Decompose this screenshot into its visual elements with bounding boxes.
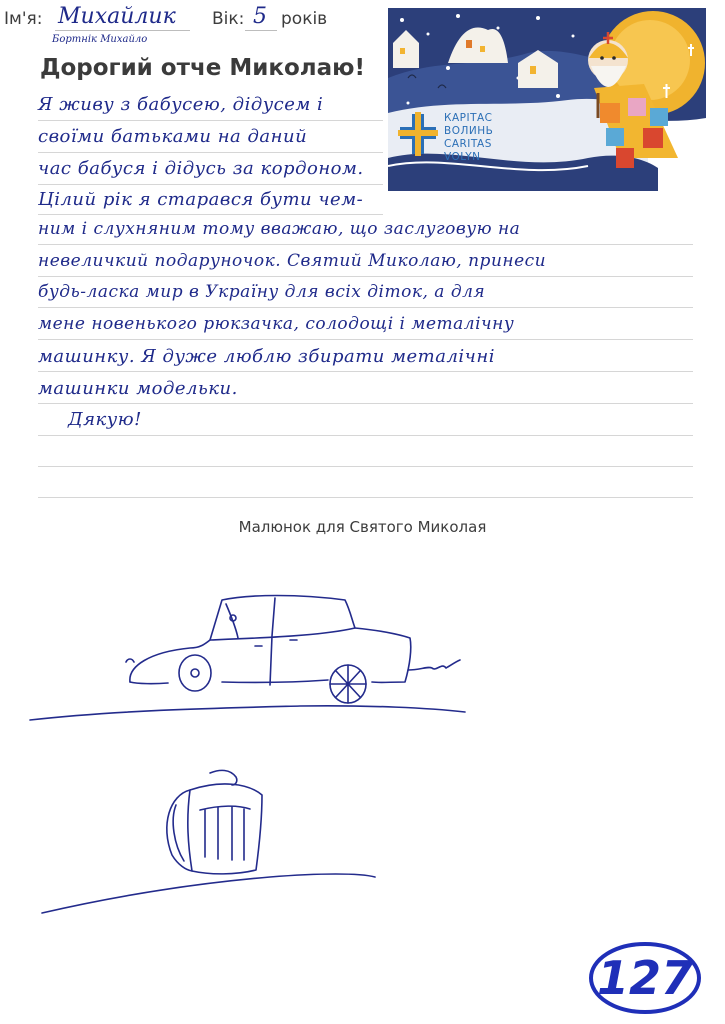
letter-line: невеличкий подаруночок. Святий Миколаю, принеси: [38, 251, 547, 271]
ruled-line: [38, 497, 693, 498]
ruled-line: [38, 214, 383, 215]
full-name: Бортнік Михайло: [52, 34, 148, 45]
ruled-line: [38, 244, 693, 245]
age-unit: років: [281, 9, 328, 29]
ruled-line: [38, 184, 383, 185]
saint-nicholas-illustration: [388, 8, 706, 191]
logo-line-4: VOLYN: [444, 151, 481, 163]
ground-line: [30, 706, 465, 720]
ruled-line: [38, 403, 693, 404]
backpack-drawing: [0, 765, 725, 925]
name-value: Михайлик: [58, 4, 176, 29]
letter-line: мене новенького рюкзачка, солодощі і металічну: [38, 314, 515, 334]
letter-line: машинку. Я дуже люблю збирати металічні: [38, 346, 495, 367]
letter-title: Дорогий отче Миколаю!: [40, 55, 365, 81]
name-label: Ім'я:: [4, 9, 43, 29]
letter-signoff: Дякую!: [68, 409, 142, 430]
letter-line: машинки модельки.: [38, 378, 238, 399]
ruled-line: [38, 120, 383, 121]
letter-line: час бабуся і дідусь за кордоном.: [38, 158, 364, 179]
logo-line-3: CARITAS: [444, 138, 492, 150]
letter-line: будь-ласка мир в Україну для всіх діток, а для: [38, 282, 486, 302]
age-underline: [245, 30, 277, 31]
ruled-line: [38, 307, 693, 308]
ruled-line: [38, 339, 693, 340]
car-drawing: [126, 596, 460, 704]
logo-line-1: КАРІТАС: [444, 112, 493, 124]
ruled-line: [38, 466, 693, 467]
page-number-stamp: [585, 938, 705, 1018]
letter-line: Я живу з бабусею, дідусем і: [38, 94, 324, 115]
ruled-line: [38, 371, 693, 372]
letter-line: своїми батьками на даний: [38, 126, 308, 147]
caritas-cross-icon: [398, 112, 438, 156]
age-label: Вік:: [212, 9, 245, 29]
letter-line: ним і слухняним тому вважаю, що заслуговую на: [38, 219, 521, 239]
drawing-caption: Малюнок для Святого Миколая: [238, 518, 487, 536]
name-underline: [55, 30, 190, 31]
letter-line: Цілий рік я старався бути чем-: [38, 189, 364, 210]
ruled-line: [38, 435, 693, 436]
age-value: 5: [253, 4, 267, 29]
logo-line-2: ВОЛИНЬ: [444, 125, 494, 137]
ruled-line: [38, 276, 693, 277]
page-number: 127: [596, 951, 694, 1005]
ruled-line: [38, 152, 383, 153]
caritas-logo: [398, 112, 494, 163]
